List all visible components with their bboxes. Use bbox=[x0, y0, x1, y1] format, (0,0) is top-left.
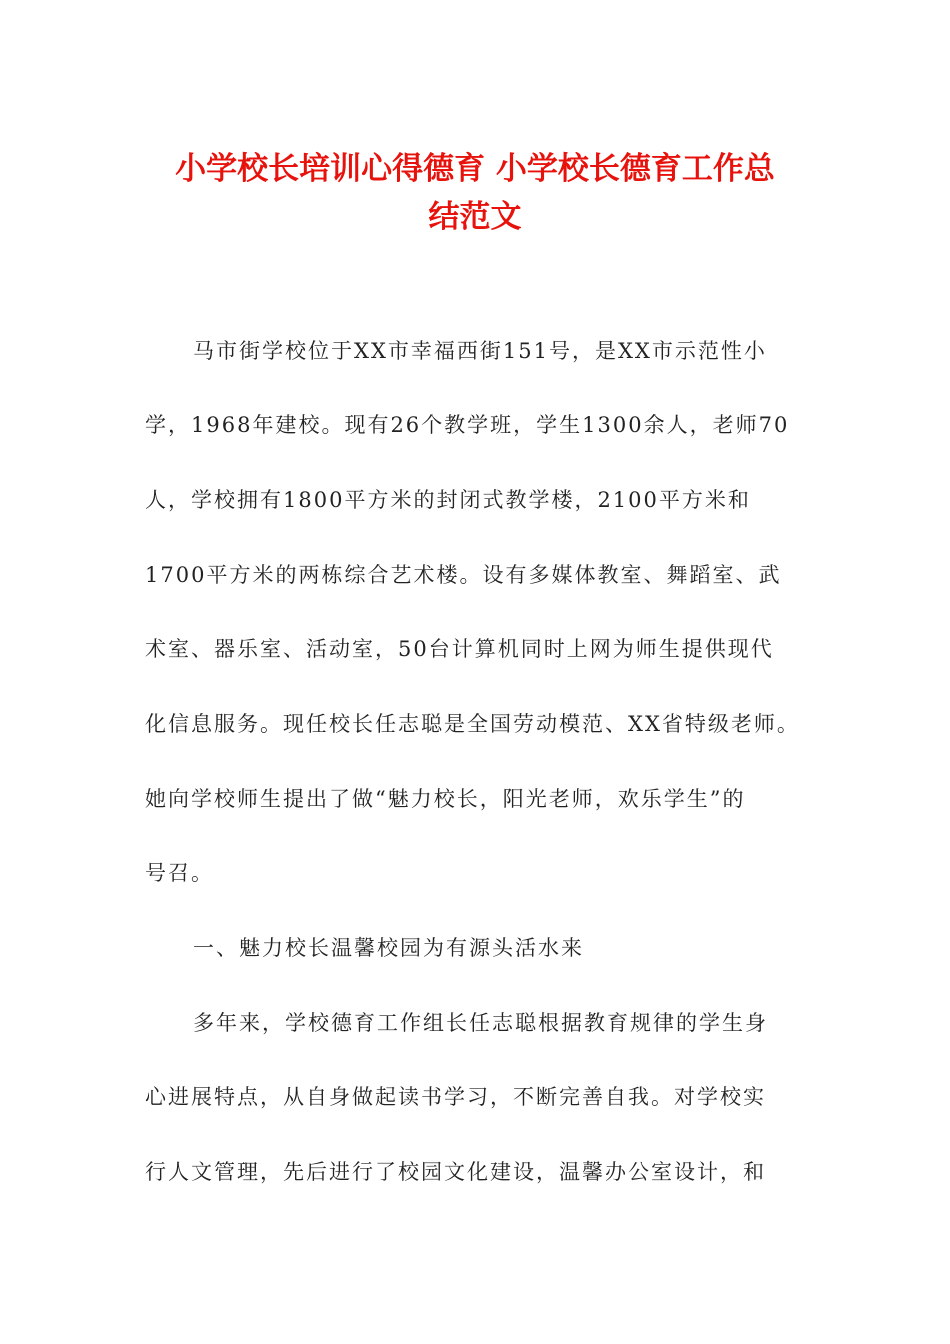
paragraph-line: 人，学校拥有1800平方米的封闭式教学楼，2100平方米和 bbox=[145, 488, 751, 512]
section-heading: 一、魅力校长温馨校园为有源头活水来 bbox=[193, 936, 584, 960]
document-title-line-2: 结范文 bbox=[428, 199, 522, 235]
paragraph-line: 术室、器乐室、活动室，50台计算机同时上网为师生提供现代 bbox=[145, 637, 774, 661]
paragraph-line: 1700平方米的两栋综合艺术楼。设有多媒体教室、舞蹈室、武 bbox=[145, 563, 782, 587]
paragraph-line: 学，1968年建校。现有26个教学班，学生1300余人，老师70 bbox=[145, 413, 790, 437]
paragraph-line: 号召。 bbox=[145, 861, 214, 885]
paragraph-line: 化信息服务。现任校长任志聪是全国劳动模范、XX省特级老师。 bbox=[145, 712, 800, 736]
paragraph-line: 多年来，学校德育工作组长任志聪根据教育规律的学生身 bbox=[193, 1011, 768, 1035]
paragraph-line: 马市街学校位于XX市幸福西街151号，是XX市示范性小 bbox=[193, 339, 767, 363]
document-title-line-1: 小学校长培训心得德育 小学校长德育工作总 bbox=[175, 151, 775, 187]
paragraph-line: 她向学校师生提出了做“魅力校长，阳光老师，欢乐学生”的 bbox=[145, 787, 746, 811]
paragraph-line: 行人文管理，先后进行了校园文化建设，温馨办公室设计，和 bbox=[145, 1160, 766, 1184]
paragraph-line: 心进展特点，从自身做起读书学习，不断完善自我。对学校实 bbox=[145, 1085, 766, 1109]
